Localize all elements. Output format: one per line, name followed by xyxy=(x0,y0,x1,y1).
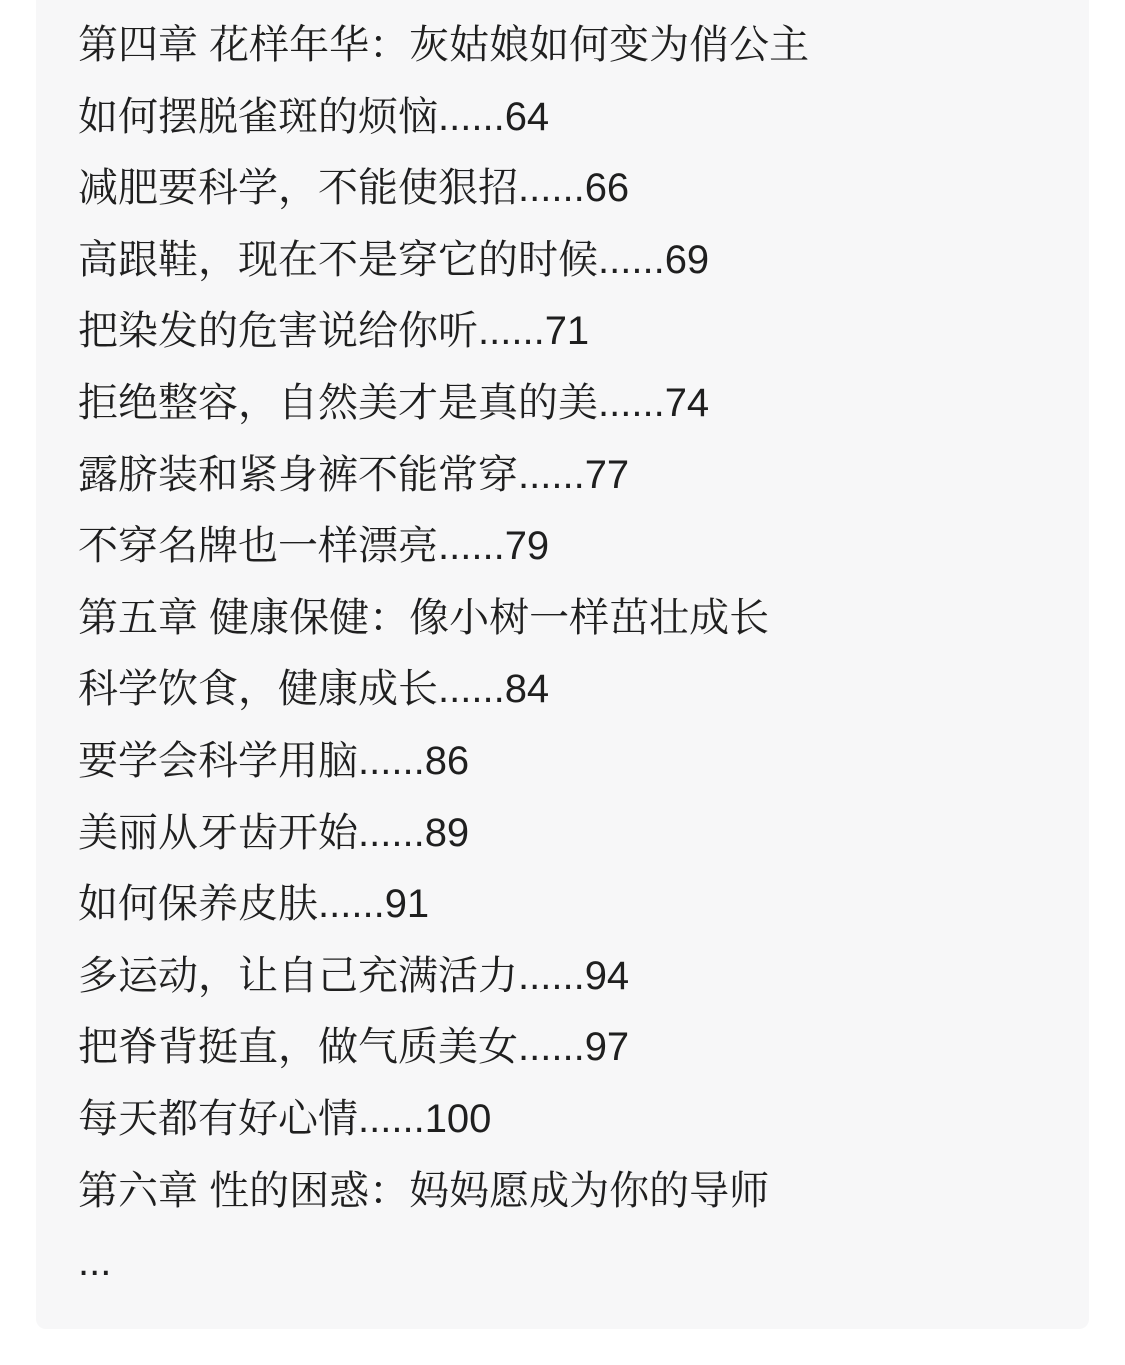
toc-dot-leader: ...... xyxy=(438,667,505,712)
toc-entry xyxy=(78,798,1065,870)
toc-dot-leader: ...... xyxy=(358,810,425,855)
toc-dot-leader: ...... xyxy=(358,738,425,783)
toc-chapter-heading xyxy=(78,583,1065,655)
toc-dot-leader: ...... xyxy=(518,1025,585,1070)
toc-dot-leader: ...... xyxy=(438,94,505,139)
toc-entry xyxy=(78,941,1065,1013)
toc-page-number: 74 xyxy=(664,380,710,425)
toc-page-number: 86 xyxy=(424,738,470,783)
toc-entry-title: 要学会科学用脑 xyxy=(78,738,358,783)
toc-page-number: 79 xyxy=(504,524,550,569)
toc-entry-title: 把脊背挺直，做气质美女 xyxy=(78,1025,518,1070)
toc-entry-title: 拒绝整容，自然美才是真的美 xyxy=(78,380,598,425)
toc-dot-leader: ...... xyxy=(598,237,665,282)
table-of-contents xyxy=(36,0,1089,1299)
toc-entry-title: 把染发的危害说给你听 xyxy=(78,309,478,354)
toc-dot-leader: ...... xyxy=(518,166,585,211)
toc-page-number: 84 xyxy=(504,667,550,712)
toc-entry xyxy=(78,153,1065,225)
toc-entry-title: 多运动，让自己充满活力 xyxy=(78,953,518,998)
toc-dot-leader: ...... xyxy=(358,1096,425,1141)
toc-entry xyxy=(78,82,1065,154)
toc-dot-leader: ...... xyxy=(318,882,385,927)
toc-chapter-heading xyxy=(78,10,1065,82)
toc-page-number: 97 xyxy=(584,1025,630,1070)
toc-entry xyxy=(78,511,1065,583)
toc-chapter-title: 第六章 性的困惑：妈妈愿成为你的导师 xyxy=(78,1168,770,1213)
toc-entry xyxy=(78,296,1065,368)
toc-page-number: 66 xyxy=(584,166,630,211)
toc-page-number: 69 xyxy=(664,237,710,282)
toc-entry-title: 每天都有好心情 xyxy=(78,1096,358,1141)
toc-entry xyxy=(78,1084,1065,1156)
toc-page-number: 94 xyxy=(584,953,630,998)
toc-dot-leader: ...... xyxy=(518,953,585,998)
toc-page-number: 71 xyxy=(544,309,590,354)
toc-dot-leader: ...... xyxy=(438,524,505,569)
toc-page-number: 64 xyxy=(504,94,550,139)
toc-entry-title: 露脐装和紧身裤不能常穿 xyxy=(78,452,518,497)
toc-entry xyxy=(78,225,1065,297)
toc-page-number: 100 xyxy=(424,1096,492,1141)
toc-entry xyxy=(78,726,1065,798)
content-panel xyxy=(36,0,1089,1329)
toc-entry-title: 不穿名牌也一样漂亮 xyxy=(78,524,438,569)
toc-dot-leader: ...... xyxy=(478,309,545,354)
toc-ellipsis-text: ... xyxy=(78,1240,112,1285)
toc-entry xyxy=(78,1012,1065,1084)
toc-page-number: 89 xyxy=(424,810,470,855)
toc-chapter-title: 第四章 花样年华：灰姑娘如何变为俏公主 xyxy=(78,23,810,67)
toc-entry-title: 美丽从牙齿开始 xyxy=(78,810,358,855)
toc-chapter-title: 第五章 健康保健：像小树一样茁壮成长 xyxy=(78,595,770,640)
toc-entry-title: 如何摆脱雀斑的烦恼 xyxy=(78,94,438,139)
toc-chapter-heading xyxy=(78,1156,1065,1228)
toc-entry-title: 科学饮食，健康成长 xyxy=(78,667,438,712)
toc-dot-leader: ...... xyxy=(598,380,665,425)
toc-page-number: 91 xyxy=(384,882,430,927)
toc-entry-title: 如何保养皮肤 xyxy=(78,882,318,927)
toc-dot-leader: ...... xyxy=(518,452,585,497)
toc-entry-title: 减肥要科学，不能使狠招 xyxy=(78,166,518,211)
toc-entry xyxy=(78,368,1065,440)
toc-entry xyxy=(78,869,1065,941)
toc-entry xyxy=(78,654,1065,726)
toc-entry xyxy=(78,440,1065,512)
toc-ellipsis-line xyxy=(78,1227,1065,1299)
toc-entry-title: 高跟鞋，现在不是穿它的时候 xyxy=(78,237,598,282)
toc-page-number: 77 xyxy=(584,452,630,497)
